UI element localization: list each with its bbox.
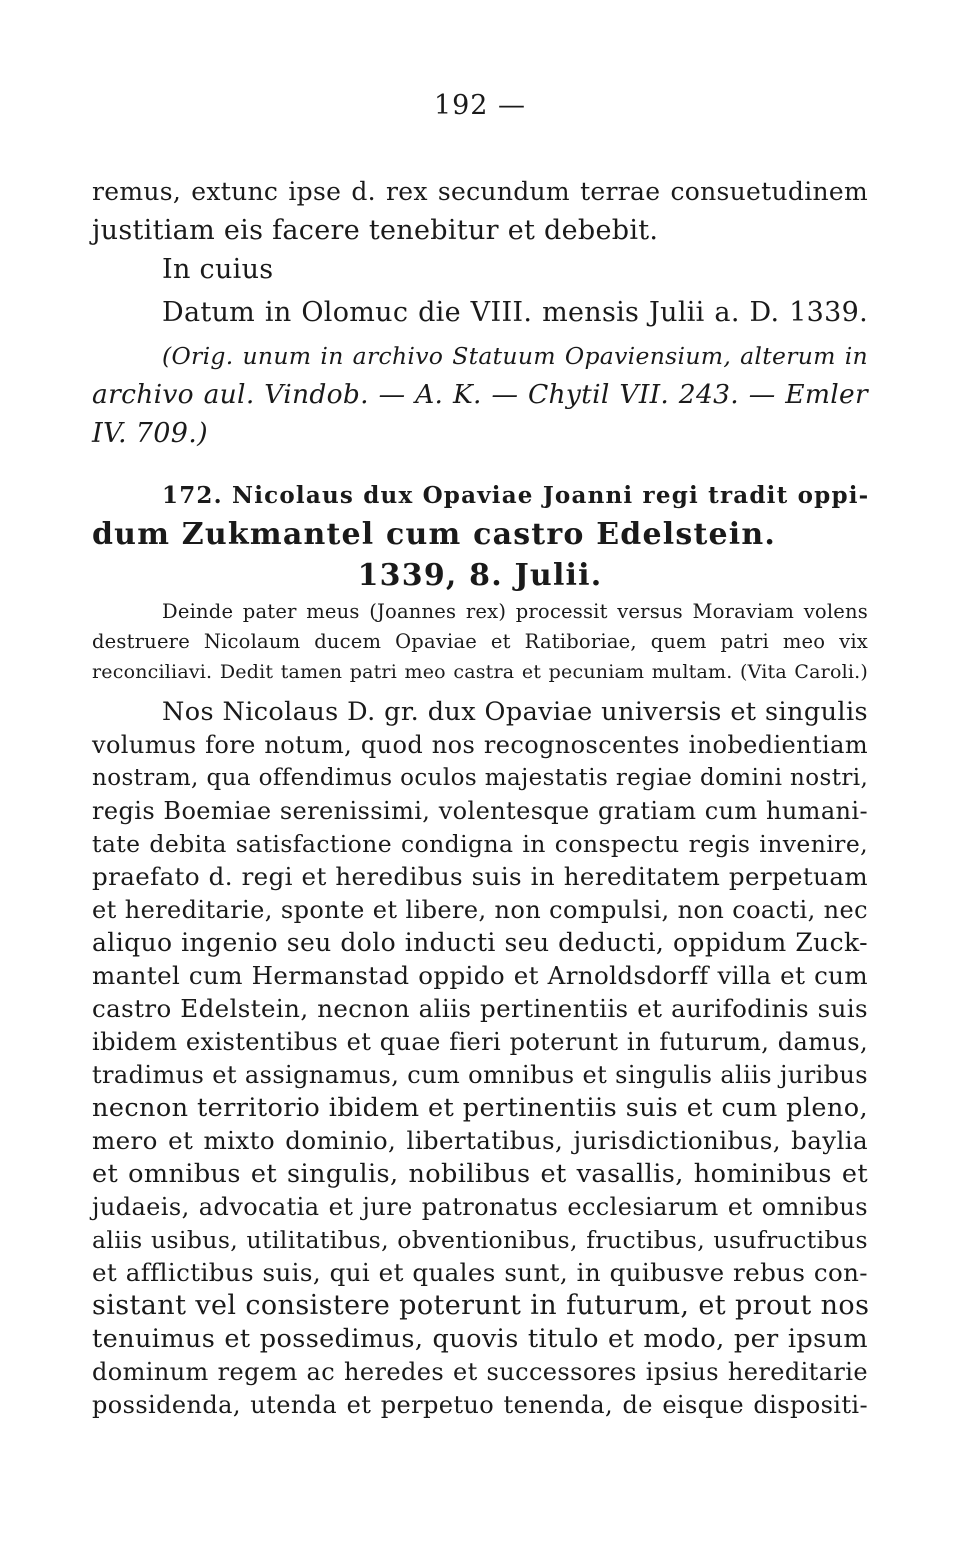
source-note-line: archivo aul. Vindob. — A. K. — Chytil VII. 243. — Emler xyxy=(92,379,868,410)
preface-line: reconciliavi. Dedit tamen patri meo castra et pecuniam multam. (Vita Caroli.) xyxy=(92,661,868,683)
body-line: et hereditarie, sponte et libere, non compulsi, non coacti, nec xyxy=(92,896,868,924)
source-note-line: (Orig. unum in archivo Statuum Opaviensium, alterum in xyxy=(162,342,868,370)
text-line: justitiam eis facere tenebitur et debebit. xyxy=(92,215,659,246)
body-line: regis Boemiae serenissimi, volentesque gratiam cum humani- xyxy=(92,797,868,825)
body-line: et omnibus et singulis, nobilibus et vasallis, hominibus et xyxy=(92,1159,868,1189)
preface-line: destruere Nicolaum ducem Opaviae et Ratiboriae, quem patri meo vix xyxy=(92,630,868,653)
body-line: aliquo ingenio seu dolo inducti seu deducti, oppidum Zuck- xyxy=(92,928,868,957)
document-heading: dum Zukmantel cum castro Edelstein. xyxy=(92,517,777,552)
page-number: 192 — xyxy=(433,90,527,121)
body-line: mantel cum Hermanstad oppido et Arnoldsdorff villa et cum xyxy=(92,961,868,990)
body-line: et afflictibus suis, qui et quales sunt, in quibusve rebus con- xyxy=(92,1258,868,1287)
body-line: castro Edelstein, necnon aliis pertinentiis et aurifodinis suis xyxy=(92,994,868,1023)
body-line: nostram, qua offendimus oculos majestatis regiae domini nostri, xyxy=(92,765,869,791)
body-line: Nos Nicolaus D. gr. dux Opaviae universis et singulis xyxy=(162,697,868,727)
body-line: tenuimus et possedimus, quovis titulo et modo, per ipsum xyxy=(92,1324,868,1354)
dating-line: Datum in Olomuc die VIII. mensis Julii a. D. 1339. xyxy=(162,297,868,328)
body-line: tate debita satisfactione condigna in conspectu regis invenire, xyxy=(92,830,868,858)
body-line: dominum regem ac heredes et successores ipsius hereditarie xyxy=(92,1358,868,1386)
document-heading: 172. Nicolaus dux Opaviae Joanni regi tradit oppi- xyxy=(162,482,870,509)
body-line: ibidem existentibus et quae fieri poterunt in futurum, damus, xyxy=(92,1028,868,1056)
source-note-line: IV. 709.) xyxy=(92,418,208,449)
body-line: volumus fore notum, quod nos recognoscentes inobedientiam xyxy=(92,731,868,759)
body-line: aliis usibus, utilitatibus, obventionibus, fructibus, usufructibus xyxy=(92,1226,868,1254)
body-line: possidenda, utenda et perpetuo tenenda, de eisque dispositi- xyxy=(92,1391,868,1419)
text-line: In cuius xyxy=(162,254,274,285)
body-line: sistant vel consistere poterunt in futurum, et prout nos xyxy=(92,1290,870,1321)
text-line: remus, extunc ipse d. rex secundum terrae consuetudinem xyxy=(92,177,868,206)
document-date: 1339, 8. Julii. xyxy=(357,558,603,593)
preface-line: Deinde pater meus (Joannes rex) processit versus Moraviam volens xyxy=(162,600,868,623)
body-line: mero et mixto dominio, libertatibus, jurisdictionibus, baylia xyxy=(92,1126,868,1155)
body-line: tradimus et assignamus, cum omnibus et singulis aliis juribus xyxy=(92,1061,868,1089)
body-line: judaeis, advocatia et jure patronatus ecclesiarum et omnibus xyxy=(92,1193,868,1221)
body-line: necnon territorio ibidem et pertinentiis suis et cum pleno, xyxy=(92,1093,868,1123)
body-line: praefato d. regi et heredibus suis in hereditatem perpetuam xyxy=(92,862,868,891)
